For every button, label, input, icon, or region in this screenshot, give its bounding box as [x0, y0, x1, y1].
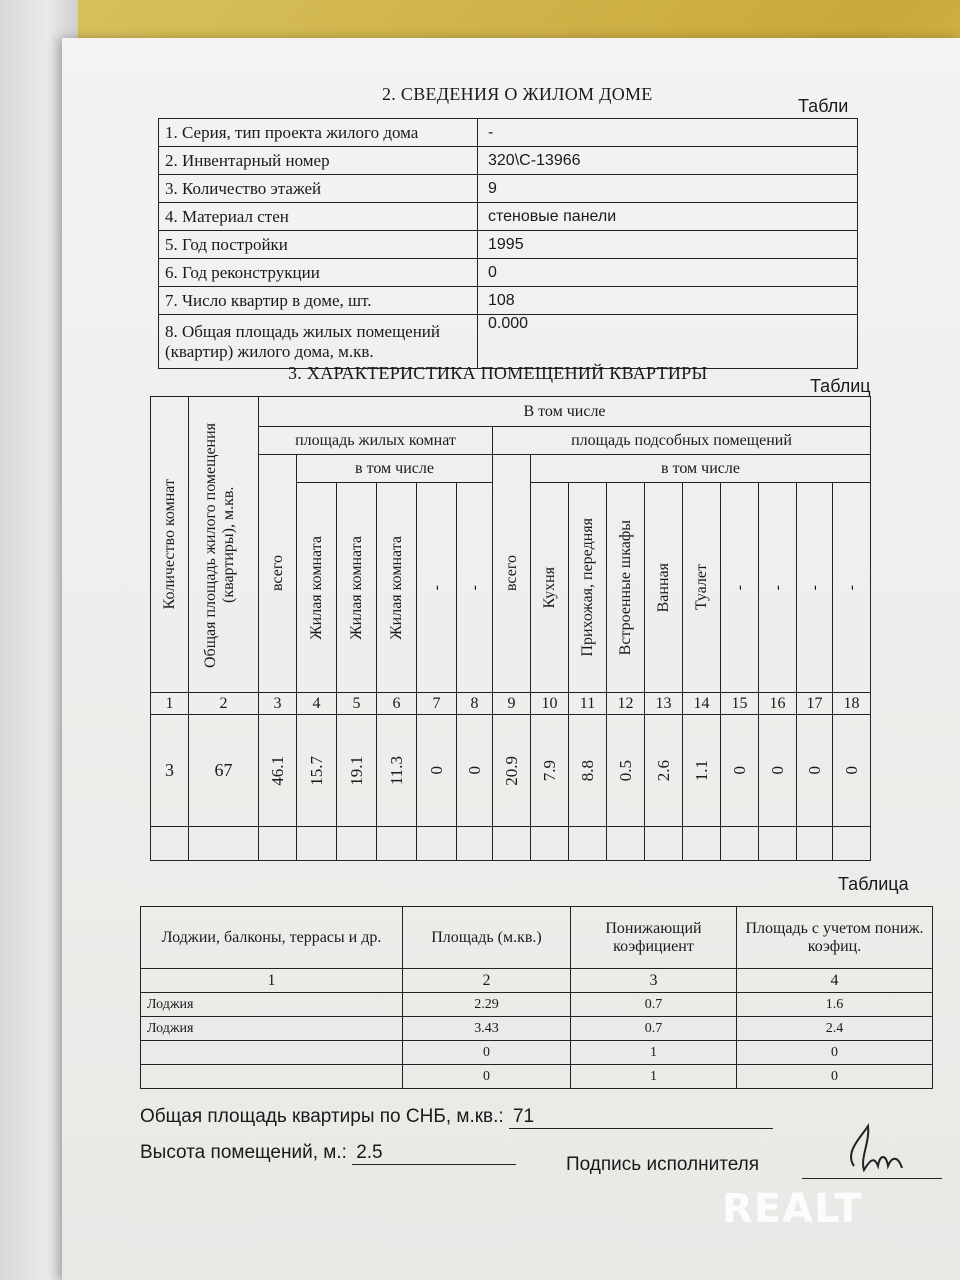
col-number: 16 — [759, 693, 797, 715]
loggia-col-num-3: 3 — [571, 969, 737, 993]
loggia-coef: 1 — [571, 1065, 737, 1089]
loggia-row — [141, 993, 933, 1017]
empty-cell — [645, 827, 683, 861]
loggia-name: Лоджия — [141, 993, 403, 1017]
total-area-line — [140, 1106, 773, 1129]
house-info-value: 108 — [478, 287, 858, 315]
room-value: 3 — [151, 715, 189, 827]
house-info-table — [158, 118, 858, 369]
room-value: 67 — [189, 715, 259, 827]
living-col-header: Жилая комната — [297, 483, 337, 693]
height-label: Высота помещений, м.: — [140, 1142, 347, 1163]
house-info-label: 5. Год постройки — [159, 231, 478, 259]
room-value: 19.1 — [337, 715, 377, 827]
loggia-area: 3.43 — [403, 1017, 571, 1041]
loggia-area: 0 — [403, 1065, 571, 1089]
loggia-row — [141, 1065, 933, 1089]
section3-title: 3. ХАРАКТЕРИСТИКА ПОМЕЩЕНИЙ КВАРТИРЫ — [288, 363, 708, 383]
header-room-count: Количество комнат — [151, 397, 189, 693]
aux-col-header: Кухня — [531, 483, 569, 693]
empty-cell — [569, 827, 607, 861]
total-area-label: Общая площадь квартиры по СНБ, м.кв.: — [140, 1106, 504, 1127]
col-number: 10 — [531, 693, 569, 715]
living-col-header: Жилая комната — [337, 483, 377, 693]
col-number: 4 — [297, 693, 337, 715]
house-info-value: 9 — [478, 175, 858, 203]
empty-cell — [297, 827, 337, 861]
col-number: 18 — [833, 693, 871, 715]
room-value: 0 — [759, 715, 797, 827]
room-value: 0 — [721, 715, 759, 827]
living-col-total: всего — [259, 455, 297, 693]
room-value: 7.9 — [531, 715, 569, 827]
loggia-coef: 1 — [571, 1041, 737, 1065]
signature-scribble — [840, 1122, 910, 1180]
house-info-row — [159, 203, 858, 231]
room-value: 0 — [833, 715, 871, 827]
col-number: 11 — [569, 693, 607, 715]
section3-table-label: Таблиц — [810, 376, 871, 396]
living-col-header: Жилая комната — [377, 483, 417, 693]
header-total-area: Общая площадь жилого помещения (квартиры), м.кв. — [189, 397, 259, 693]
house-info-label: 3. Количество этажей — [159, 175, 478, 203]
col-number: 2 — [189, 693, 259, 715]
house-info-label: 4. Материал стен — [159, 203, 478, 231]
house-info-row — [159, 287, 858, 315]
empty-cell — [607, 827, 645, 861]
house-info-value: - — [478, 119, 858, 147]
room-value: 2.6 — [645, 715, 683, 827]
loggia-adjusted: 0 — [737, 1065, 933, 1089]
aux-col-header: - — [797, 483, 833, 693]
room-value: 20.9 — [493, 715, 531, 827]
loggia-col-num-2: 2 — [403, 969, 571, 993]
house-info-row — [159, 259, 858, 287]
aux-col-header: Туалет — [683, 483, 721, 693]
room-value: 8.8 — [569, 715, 607, 827]
house-info-label: 6. Год реконструкции — [159, 259, 478, 287]
house-info-row — [159, 147, 858, 175]
header-aux-area: площадь подсобных помещений — [493, 427, 871, 455]
loggia-header-area: Площадь (м.кв.) — [403, 907, 571, 969]
aux-col-header: Ванная — [645, 483, 683, 693]
loggia-col-num-4: 4 — [737, 969, 933, 993]
aux-col-header: Встроенные шкафы — [607, 483, 645, 693]
section4-table-label: Таблица — [838, 874, 909, 894]
house-info-value: 0.000 — [478, 315, 858, 369]
empty-cell — [683, 827, 721, 861]
loggia-area: 0 — [403, 1041, 571, 1065]
loggia-adjusted: 0 — [737, 1041, 933, 1065]
header-living-area: площадь жилых комнат — [259, 427, 493, 455]
room-value: 46.1 — [259, 715, 297, 827]
apartment-rooms-table — [150, 396, 871, 861]
house-info-value: 0 — [478, 259, 858, 287]
aux-col-header: - — [833, 483, 871, 693]
house-info-label: 2. Инвентарный номер — [159, 147, 478, 175]
loggia-adjusted: 1.6 — [737, 993, 933, 1017]
col-number: 15 — [721, 693, 759, 715]
aux-col-header: Прихожая, передняя — [569, 483, 607, 693]
loggia-adjusted: 2.4 — [737, 1017, 933, 1041]
empty-cell — [833, 827, 871, 861]
house-info-value: стеновые панели — [478, 203, 858, 231]
house-info-value: 320\С-13966 — [478, 147, 858, 175]
signature-label: Подпись исполнителя — [566, 1154, 760, 1175]
house-info-row — [159, 175, 858, 203]
living-col-header: - — [457, 483, 493, 693]
col-number: 7 — [417, 693, 457, 715]
empty-cell — [759, 827, 797, 861]
loggia-area: 2.29 — [403, 993, 571, 1017]
loggia-coef: 0.7 — [571, 993, 737, 1017]
col-number: 3 — [259, 693, 297, 715]
room-value: 0 — [797, 715, 833, 827]
col-number: 9 — [493, 693, 531, 715]
aux-col-header: - — [721, 483, 759, 693]
living-col-header: - — [417, 483, 457, 693]
loggia-row — [141, 1017, 933, 1041]
empty-cell — [797, 827, 833, 861]
height-value: 2.5 — [352, 1142, 516, 1165]
loggia-col-num-1: 1 — [141, 969, 403, 993]
loggia-name — [141, 1041, 403, 1065]
empty-cell — [259, 827, 297, 861]
room-value: 1.1 — [683, 715, 721, 827]
document-page — [62, 38, 960, 1280]
house-info-row — [159, 231, 858, 259]
room-value: 11.3 — [377, 715, 417, 827]
loggia-header-name: Лоджии, балконы, террасы и др. — [141, 907, 403, 969]
house-info-row — [159, 119, 858, 147]
col-number: 8 — [457, 693, 493, 715]
empty-cell — [721, 827, 759, 861]
col-number: 13 — [645, 693, 683, 715]
height-line — [140, 1142, 516, 1165]
realt-watermark: REALT — [722, 1186, 863, 1232]
room-value: 0 — [457, 715, 493, 827]
empty-cell — [417, 827, 457, 861]
aux-col-header: - — [759, 483, 797, 693]
room-value: 0 — [417, 715, 457, 827]
header-living-sub-including: в том числе — [297, 455, 493, 483]
total-area-value: 71 — [509, 1106, 773, 1129]
col-number: 5 — [337, 693, 377, 715]
house-info-label: 1. Серия, тип проекта жилого дома — [159, 119, 478, 147]
empty-cell — [493, 827, 531, 861]
col-number: 14 — [683, 693, 721, 715]
empty-cell — [531, 827, 569, 861]
empty-cell — [151, 827, 189, 861]
room-value: 0.5 — [607, 715, 645, 827]
loggia-name — [141, 1065, 403, 1089]
loggia-row — [141, 1041, 933, 1065]
empty-cell — [457, 827, 493, 861]
house-info-row — [159, 315, 858, 369]
room-value: 15.7 — [297, 715, 337, 827]
loggia-header-adjusted: Площадь с учетом пониж. коэфиц. — [737, 907, 933, 969]
loggia-name: Лоджия — [141, 1017, 403, 1041]
loggia-coef: 0.7 — [571, 1017, 737, 1041]
section2-title: 2. СВЕДЕНИЯ О ЖИЛОМ ДОМЕ — [382, 84, 653, 104]
house-info-label: 8. Общая площадь жилых помещений (квартир) жилого дома, м.кв. — [159, 315, 478, 369]
loggia-header-coef: Понижающий коэфициент — [571, 907, 737, 969]
header-aux-sub-including: в том числе — [531, 455, 871, 483]
header-including: В том числе — [259, 397, 871, 427]
house-info-value: 1995 — [478, 231, 858, 259]
empty-cell — [189, 827, 259, 861]
empty-cell — [337, 827, 377, 861]
aux-col-total: всего — [493, 455, 531, 693]
col-number: 17 — [797, 693, 833, 715]
col-number: 1 — [151, 693, 189, 715]
section2-table-label: Табли — [798, 96, 849, 116]
col-number: 6 — [377, 693, 417, 715]
house-info-label: 7. Число квартир в доме, шт. — [159, 287, 478, 315]
loggias-table — [140, 906, 933, 1089]
empty-cell — [377, 827, 417, 861]
col-number: 12 — [607, 693, 645, 715]
